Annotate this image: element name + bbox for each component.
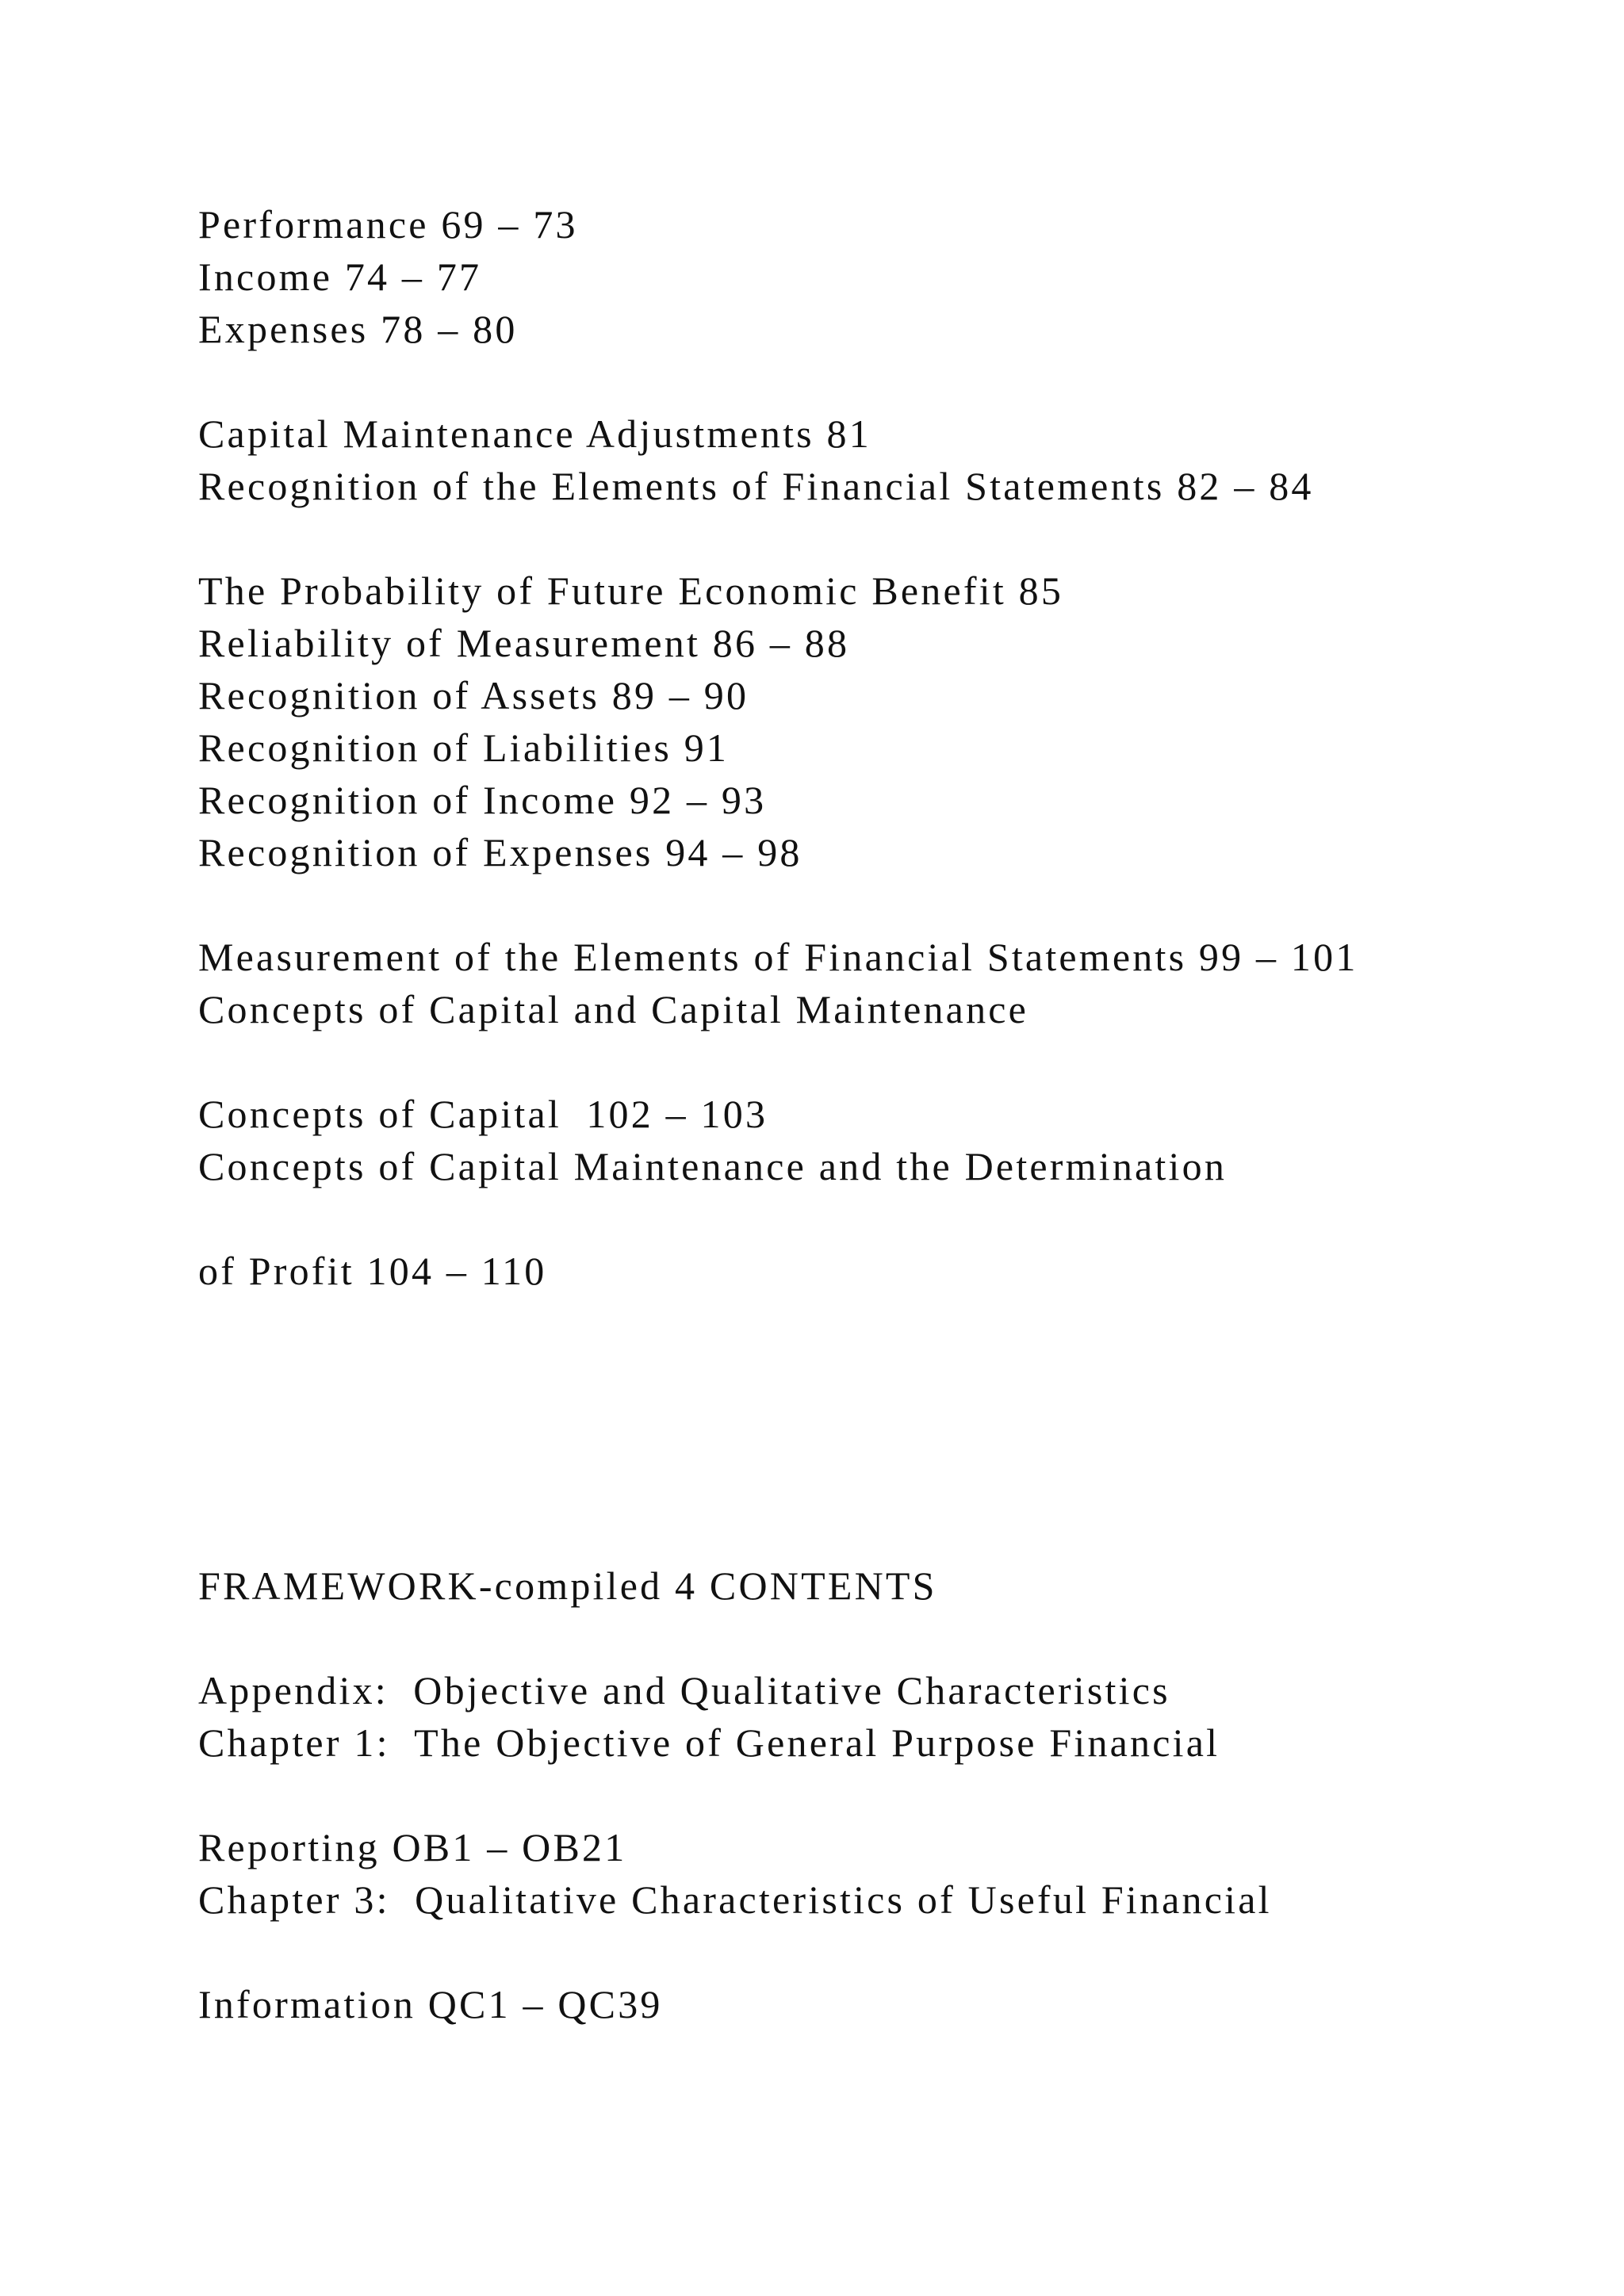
toc-entry-concepts-of-capital-and-maintenance: Concepts of Capital and Capital Maintenance <box>198 987 1029 1031</box>
toc-entry-information: Information QC1 – QC39 <box>198 1982 663 2026</box>
toc-entry-capital-maintenance-adjustments: Capital Maintenance Adjustments 81 <box>198 411 871 456</box>
toc-entry-reporting: Reporting OB1 – OB21 <box>198 1825 627 1869</box>
toc-entry-concepts-of-capital-maintenance-determination: Concepts of Capital Maintenance and the Determination <box>198 1144 1228 1188</box>
toc-entry-chapter-1: Chapter 1: The Objective of General Purpose Financial <box>198 1720 1220 1765</box>
toc-entry-recognition-of-income: Recognition of Income 92 – 93 <box>198 778 767 822</box>
toc-entry-of-profit: of Profit 104 – 110 <box>198 1249 547 1293</box>
toc-entry-recognition-of-liabilities: Recognition of Liabilities 91 <box>198 725 730 770</box>
toc-entry-chapter-3: Chapter 3: Qualitative Characteristics of Useful Financial <box>198 1877 1272 1922</box>
toc-entry-recognition-of-assets: Recognition of Assets 89 – 90 <box>198 673 749 718</box>
toc-entry-concepts-of-capital: Concepts of Capital 102 – 103 <box>198 1092 768 1136</box>
toc-entry-appendix: Appendix: Objective and Qualitative Characteristics <box>198 1668 1170 1712</box>
toc-entry-recognition-of-expenses: Recognition of Expenses 94 – 98 <box>198 830 802 874</box>
toc-entry-expenses: Expenses 78 – 80 <box>198 307 518 351</box>
toc-entry-performance: Performance 69 – 73 <box>198 202 578 247</box>
toc-entry-probability-of-future-benefit: The Probability of Future Economic Benefit 85 <box>198 568 1064 613</box>
toc-entry-reliability-of-measurement: Reliability of Measurement 86 – 88 <box>198 621 850 665</box>
toc-entry-recognition-of-elements: Recognition of the Elements of Financial Statements 82 – 84 <box>198 464 1314 508</box>
toc-entry-income: Income 74 – 77 <box>198 254 482 299</box>
section-heading-contents: FRAMEWORK-compiled 4 CONTENTS <box>198 1563 937 1608</box>
toc-entry-measurement-of-elements: Measurement of the Elements of Financial Statements 99 – 101 <box>198 935 1358 979</box>
